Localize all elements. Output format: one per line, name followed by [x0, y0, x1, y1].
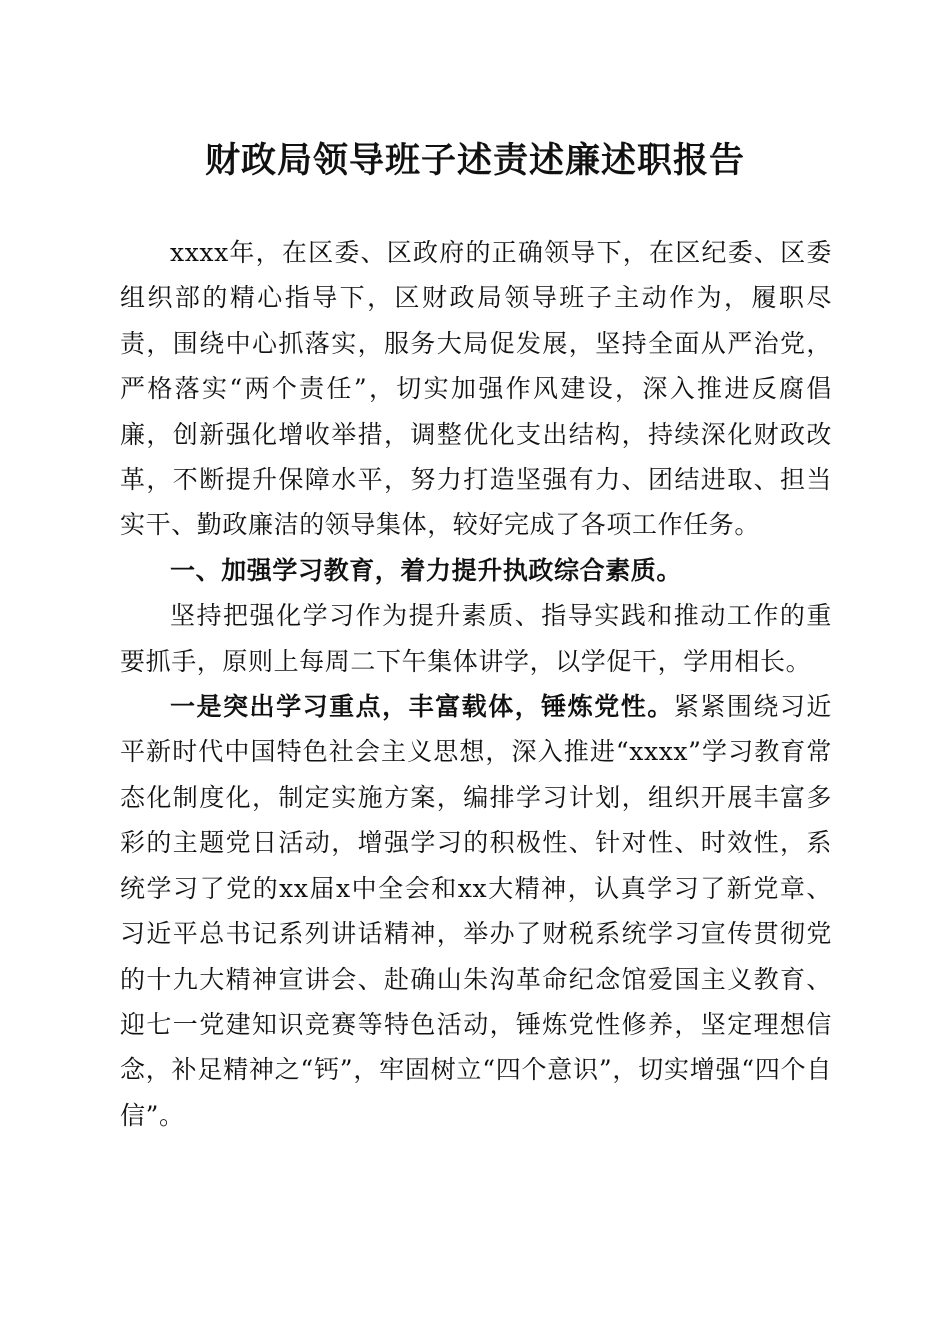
point-one-body: 紧紧围绕习近平新时代中国特色社会主义思想，深入推进“xxxx”学习教育常态化制度化，制定实施方案，编排学习计划，组织开展丰富多彩的主题党日活动，增强学习的积极性、针对性、时效性，系统学习了党的xx届x中全会和xx大精神，认真学习了新党章、习近平总书记系列讲话精神，举办了财税系统学习宣传贯彻党的十九大精神宣讲会、赴确山朱沟革命纪念馆爱国主义教育、迎七一党建知识竞赛等特色活动，锤炼党性修养，坚定理想信念，补足精神之“钙”，牢固树立“四个意识”，切实增强“四个自信”。 — [120, 692, 832, 1130]
point-one-paragraph — [120, 684, 832, 1138]
point-one-lead: 一是突出学习重点，丰富载体，锤炼党性。 — [170, 692, 674, 722]
document-title: 财政局领导班子述责述廉述职报告 — [204, 140, 745, 181]
intro-paragraph: xxxx年，在区委、区政府的正确领导下，在区纪委、区委组织部的精心指导下，区财政局领导班子主动作为，履职尽责，围绕中心抓落实，服务大局促发展，坚持全面从严治党，严格落实“两个责任”，切实加强作风建设，深入推进反腐倡廉，创新强化增收举措，调整优化支出结构，持续深化财政改革，不断提升保障水平，努力打造坚强有力、团结进取、担当实干、勤政廉洁的领导集体，较好完成了各项工作任务。 — [120, 238, 832, 540]
section-one-heading: 一、加强学习教育，着力提升执政综合素质。 — [170, 555, 683, 585]
section-one-paragraph: 坚持把强化学习作为提升素质、指导实践和推动工作的重要抓手，原则上每周二下午集体讲学，以学促干，学用相长。 — [120, 601, 832, 676]
document-body — [120, 230, 832, 1138]
